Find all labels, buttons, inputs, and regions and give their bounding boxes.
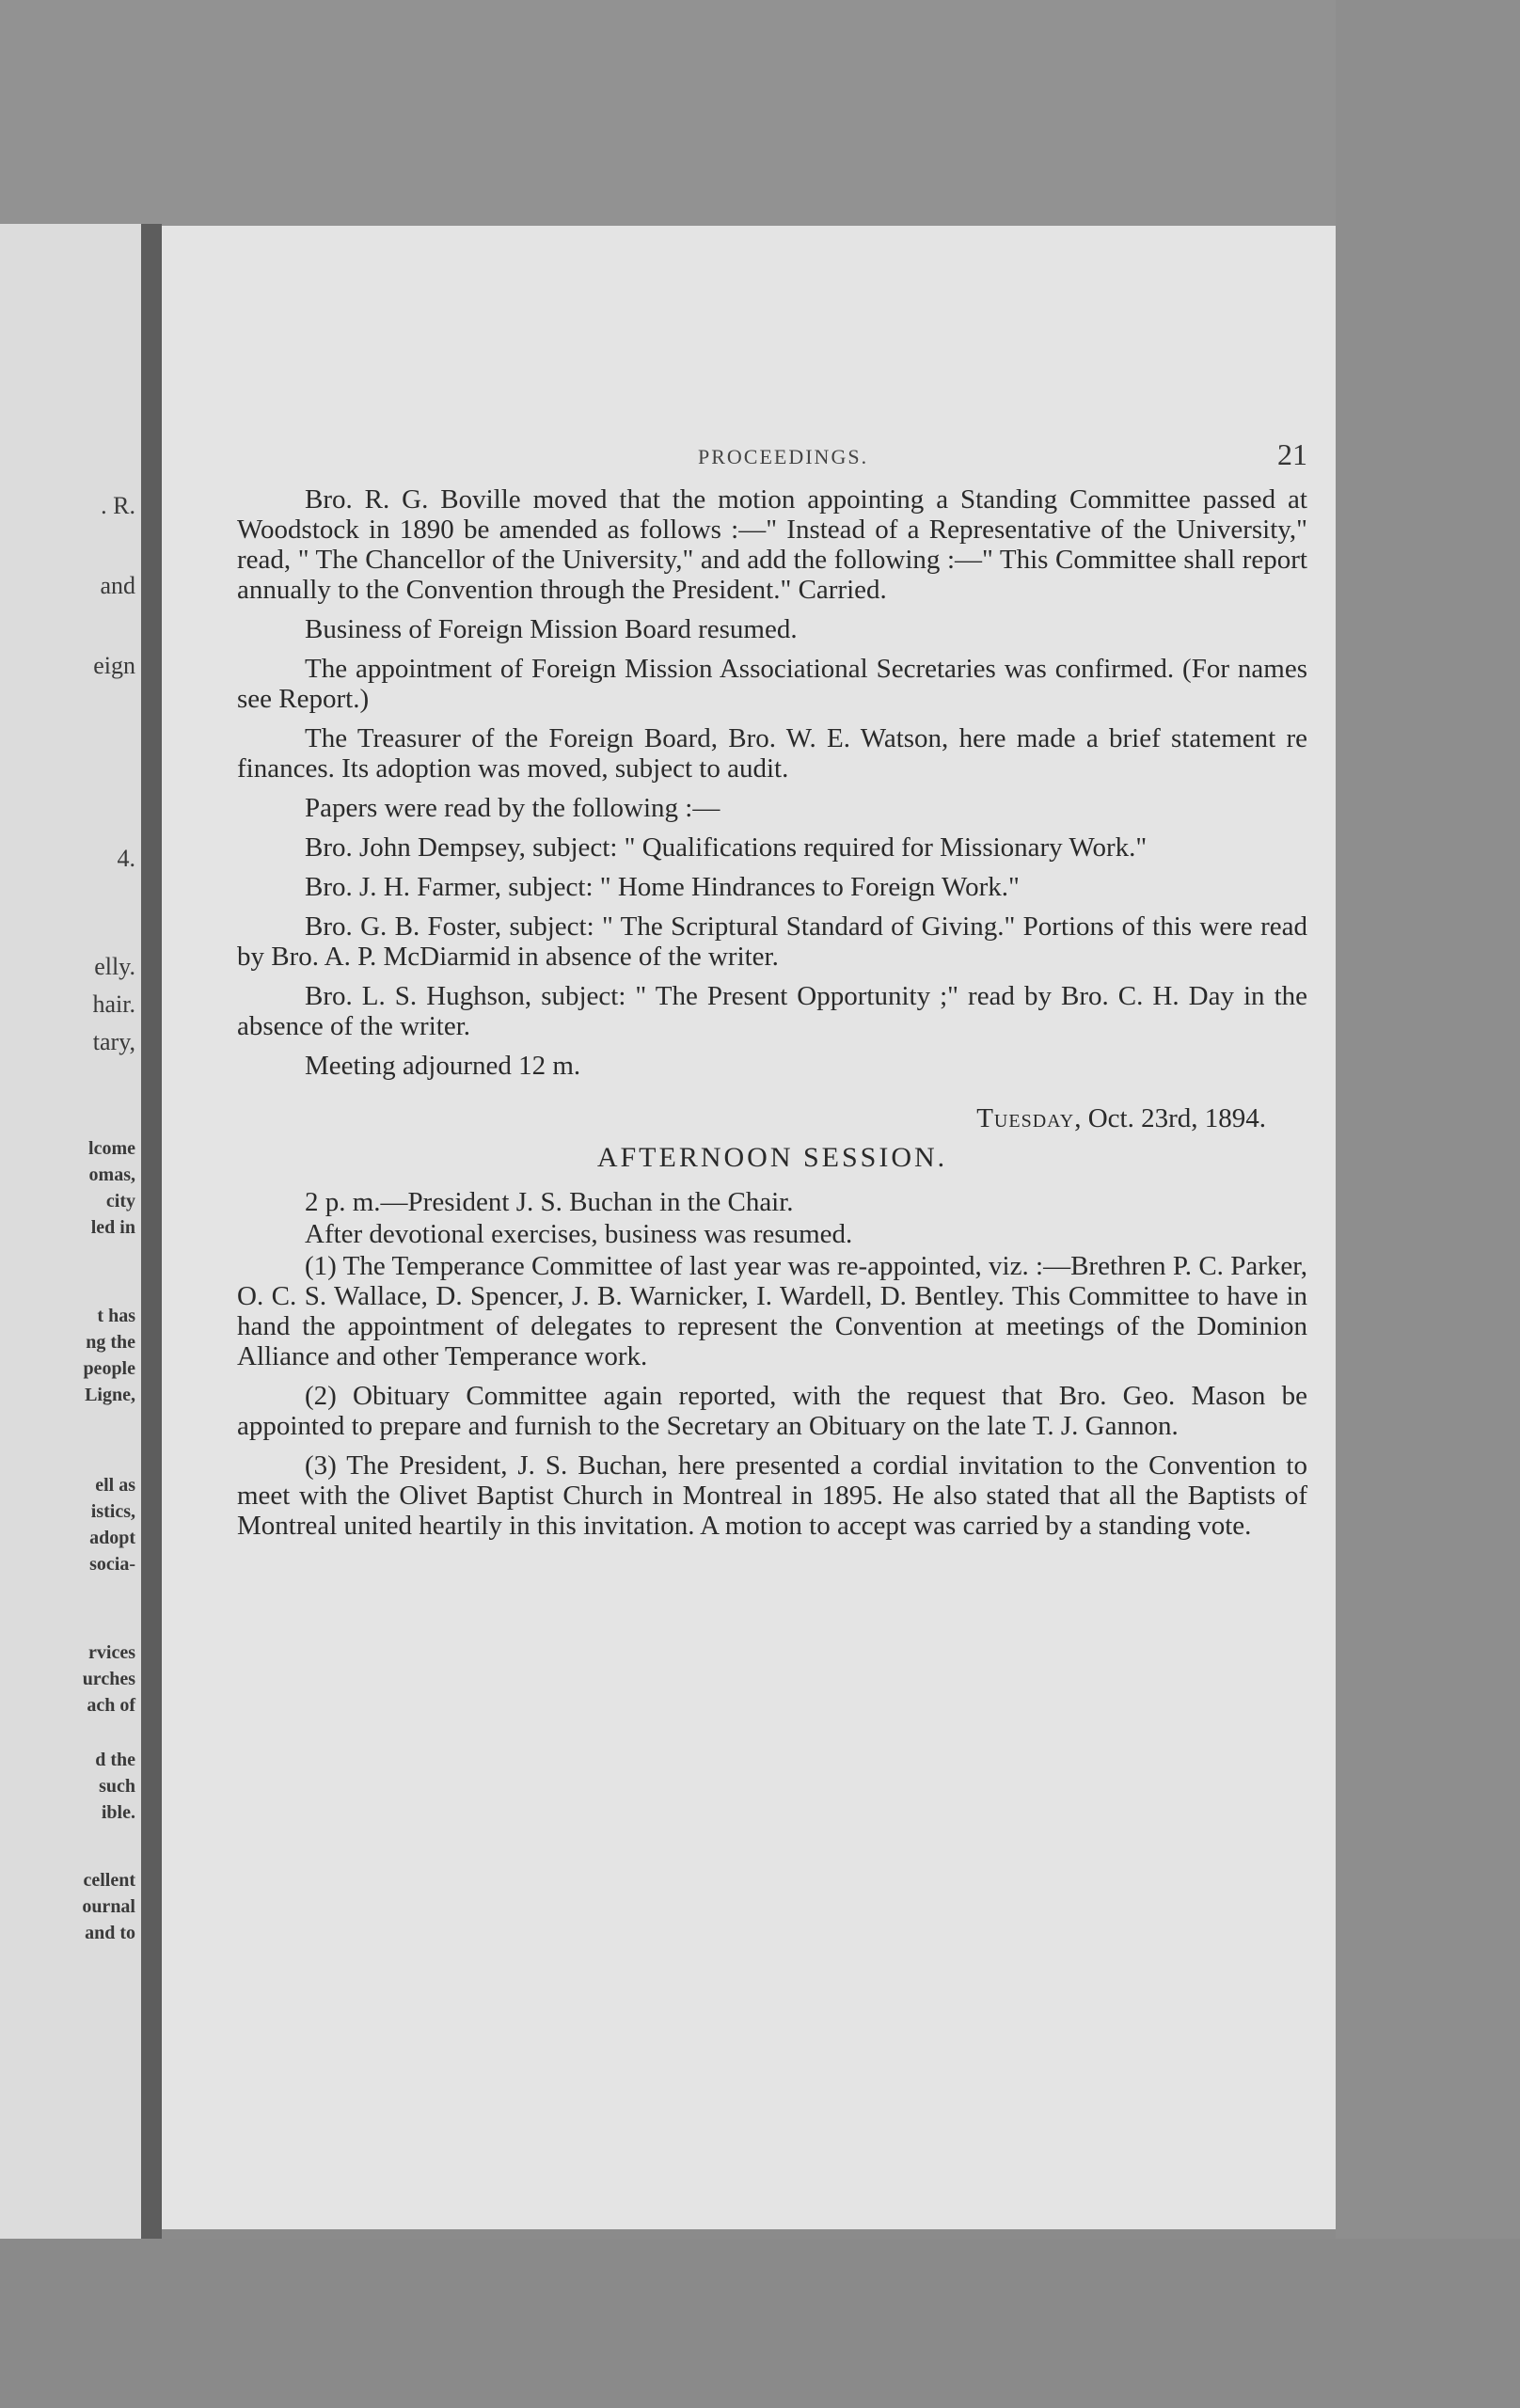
document-page xyxy=(162,226,1336,2229)
film-background-right xyxy=(1336,0,1520,2408)
left-fragment: and xyxy=(100,572,135,599)
left-fragment: Ligne, xyxy=(85,1385,135,1405)
left-fragment: ible. xyxy=(101,1802,135,1823)
film-background-bottom xyxy=(0,2239,1520,2408)
page-gutter xyxy=(141,224,162,2239)
left-fragment: and to xyxy=(85,1923,135,1943)
left-fragment: elly. xyxy=(94,953,135,980)
session-heading: AFTERNOON SESSION. xyxy=(596,1142,948,1173)
left-fragment: d the xyxy=(95,1750,135,1770)
left-fragment: ng the xyxy=(86,1332,135,1353)
paragraph: Papers were read by the following :— xyxy=(305,793,720,823)
left-fragment: tary, xyxy=(92,1028,135,1055)
left-fragment: omas, xyxy=(88,1164,135,1185)
left-fragment: city xyxy=(105,1191,135,1212)
page-number: 21 xyxy=(1277,437,1307,471)
paragraph: (2) Obituary Committee again reported, with the request that Bro. Geo. Mason be appointed to prepare and furnish to the Secretary an Obituary on the late T. J. Gannon. xyxy=(237,1381,1307,1441)
paragraph: The appointment of Foreign Mission Associational Secretaries was confirmed. (For names see Report.) xyxy=(237,654,1307,714)
paragraph: Business of Foreign Mission Board resumed. xyxy=(305,614,798,644)
left-fragment: led in xyxy=(90,1217,135,1238)
paragraph: Bro. G. B. Foster, subject: " The Scriptural Standard of Giving." Portions of this were read by Bro. A. P. McDiarmid in absence of the writer. xyxy=(237,911,1307,972)
left-fragment: cellent xyxy=(83,1870,135,1891)
paragraph: After devotional exercises, business was resumed. xyxy=(305,1219,853,1249)
dateline-day: Tuesday xyxy=(976,1103,1075,1133)
dateline xyxy=(237,1103,1266,1134)
left-fragment: rvices xyxy=(88,1642,135,1663)
left-fragment: . R. xyxy=(101,492,135,519)
page-content xyxy=(237,437,1307,1550)
paragraph: Meeting adjourned 12 m. xyxy=(305,1051,581,1081)
left-fragment: ach of xyxy=(87,1695,135,1716)
left-fragment: socia- xyxy=(89,1554,135,1575)
paragraph: Bro. J. H. Farmer, subject: " Home Hindrances to Foreign Work." xyxy=(305,872,1020,902)
paragraph: Bro. John Dempsey, subject: " Qualifications required for Missionary Work." xyxy=(305,832,1148,863)
running-title: PROCEEDINGS. xyxy=(698,445,869,468)
paragraph: (1) The Temperance Committee of last year was re-appointed, viz. :—Brethren P. C. Parker, O. C. S. Wallace, D. Spencer, J. B. Warnicker, I. Wardell, D. Bentley. This Committee to have in hand the appointment of delegates to represent the Convention at meetings of the Dominion Alliance and other Temperance work. xyxy=(237,1251,1307,1371)
paragraph: 2 p. m.—President J. S. Buchan in the Chair. xyxy=(305,1187,794,1217)
left-fragment: people xyxy=(83,1358,135,1379)
dateline-date: , Oct. 23rd, 1894. xyxy=(1074,1103,1266,1133)
film-background-top xyxy=(0,0,1520,226)
left-fragment: hair. xyxy=(92,990,135,1018)
left-page-fragment xyxy=(0,224,141,2239)
paragraph: Bro. R. G. Boville moved that the motion appointing a Standing Committee passed at Woodstock in 1890 be amended as follows :—" Instead of a Representative of the University," read, " The Chancellor of the University," and add the following :—" This Committee shall report annually to the Convention through the President." Carried. xyxy=(237,484,1307,605)
left-fragment: lcome xyxy=(88,1138,135,1159)
left-fragment: ournal xyxy=(82,1896,135,1917)
left-fragment: adopt xyxy=(89,1528,135,1548)
paragraph: The Treasurer of the Foreign Board, Bro. W. E. Watson, here made a brief statement re finances. Its adoption was moved, subject to audit. xyxy=(237,723,1307,784)
left-fragment: eign xyxy=(93,652,135,679)
paragraph: (3) The President, J. S. Buchan, here presented a cordial invitation to the Convention to meet with the Olivet Baptist Church in Montreal in 1895. He also stated that all the Baptists of Montreal united heartily in this invitation. A motion to accept was carried by a standing vote. xyxy=(237,1450,1307,1541)
left-fragment: istics, xyxy=(90,1501,135,1522)
running-head xyxy=(237,437,1307,484)
left-fragment: urches xyxy=(82,1669,135,1689)
left-fragment: such xyxy=(99,1776,135,1797)
left-fragment: t has xyxy=(97,1306,135,1326)
paragraph: Bro. L. S. Hughson, subject: " The Present Opportunity ;" read by Bro. C. H. Day in the absence of the writer. xyxy=(237,981,1307,1041)
left-fragment: 4. xyxy=(117,845,135,872)
left-fragment: ell as xyxy=(95,1475,135,1496)
